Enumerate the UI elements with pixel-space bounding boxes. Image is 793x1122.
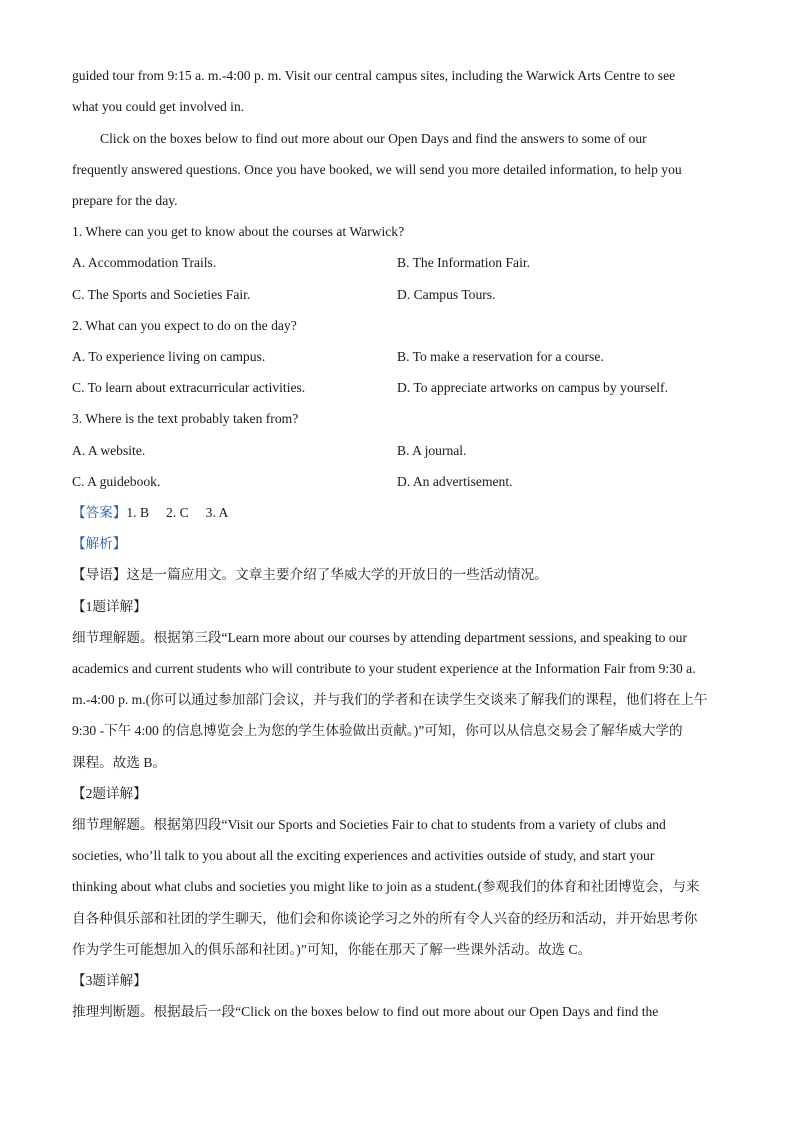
analysis-line: 作为学生可能想加入的俱乐部和社团。)”可知，你能在那天了解一些课外活动。故选 C。	[72, 942, 592, 957]
option-a: A. To experience living on campus.	[72, 349, 266, 364]
option-d: D. To appreciate artworks on campus by yourself.	[397, 380, 668, 395]
option-c: C. The Sports and Societies Fair.	[72, 287, 251, 302]
q1-heading: 【1题详解】	[72, 599, 147, 614]
analysis-line: societies, who’ll talk to you about all the exciting experiences and activities outside of study, and start your	[72, 848, 655, 863]
answer-label: 【答案】	[72, 505, 127, 520]
option-b: B. The Information Fair.	[397, 255, 531, 270]
analysis-line: 课程。故选 B。	[72, 755, 167, 770]
passage-line: what you could get involved in.	[72, 99, 245, 114]
analysis-line: thinking about what clubs and societies you might like to join as a student.(参观我们的体育和社团博览会，与来	[72, 879, 700, 894]
option-d: D. Campus Tours.	[397, 287, 496, 302]
analysis-line: m.-4:00 p. m.(你可以通过参加部门会议，并与我们的学者和在读学生交谈来了解我们的课程，他们将在上午	[72, 692, 708, 707]
question-stem: 3. Where is the text probably taken from?	[72, 411, 299, 426]
answer-values: 1. B 2. C 3. A	[126, 505, 229, 520]
question-stem: 2. What can you expect to do on the day?	[72, 318, 297, 333]
analysis-line: 细节理解题。根据第四段“Visit our Sports and Societies Fair to chat to students from a variety of clubs and	[72, 817, 666, 832]
question-stem: 1. Where can you get to know about the courses at Warwick?	[72, 224, 405, 239]
analysis-label: 【解析】	[72, 536, 127, 551]
passage-line: frequently answered questions. Once you have booked, we will send you more detailed information, to help you	[72, 162, 682, 177]
option-c: C. A guidebook.	[72, 474, 161, 489]
analysis-line: 推理判断题。根据最后一段“Click on the boxes below to find out more about our Open Days and find the	[72, 1004, 659, 1019]
analysis-line: 细节理解题。根据第三段“Learn more about our courses by attending department sessions, and speaking to our	[72, 630, 687, 645]
answer-line	[72, 504, 732, 522]
q3-heading: 【3题详解】	[72, 973, 147, 988]
analysis-line: 9:30 -下午 4:00 的信息博览会上为您的学生体验做出贡献。)”可知，你可以从信息交易会了解华威大学的	[72, 723, 683, 738]
q2-heading: 【2题详解】	[72, 786, 147, 801]
passage-line: guided tour from 9:15 a. m.-4:00 p. m. Visit our central campus sites, including the Warwick Arts Centre to see	[72, 68, 676, 83]
option-c: C. To learn about extracurricular activities.	[72, 380, 306, 395]
option-a: A. Accommodation Trails.	[72, 255, 217, 270]
option-b: B. A journal.	[397, 443, 467, 458]
passage-line: Click on the boxes below to find out more about our Open Days and find the answers to some of our	[100, 131, 647, 146]
passage-line: prepare for the day.	[72, 193, 178, 208]
analysis-line: 自各种俱乐部和社团的学生聊天，他们会和你谈论学习之外的所有令人兴奋的经历和活动，并开始思考你	[72, 911, 698, 926]
analysis-line: academics and current students who will contribute to your student experience at the Information Fair from 9:30 a.	[72, 661, 696, 676]
guide-text: 【导语】这是一篇应用文。文章主要介绍了华威大学的开放日的一些活动情况。	[72, 567, 548, 582]
option-a: A. A website.	[72, 443, 146, 458]
option-b: B. To make a reservation for a course.	[397, 349, 604, 364]
option-d: D. An advertisement.	[397, 474, 513, 489]
